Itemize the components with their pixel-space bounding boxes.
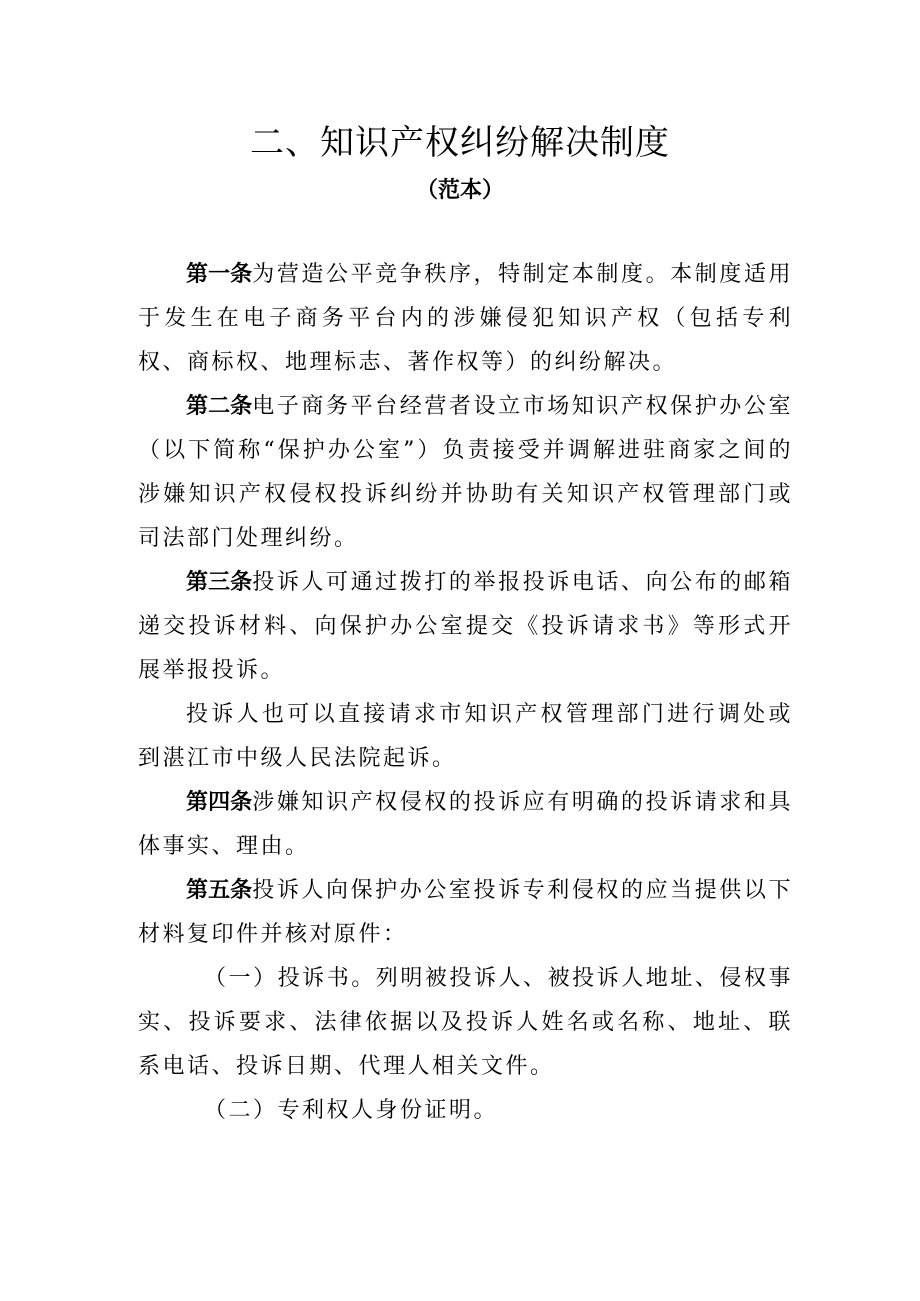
- article-head: 第二条: [186, 394, 253, 419]
- article-text: 投诉人可通过拨打的举报投诉电话、向公布的邮箱递交投诉材料、向保护办公室提交《投诉请求书》等形式开展举报投诉。: [138, 570, 793, 683]
- document-title: 二、知识产权纠纷解决制度: [250, 123, 670, 163]
- article-5: [138, 869, 793, 957]
- article-2: [138, 385, 793, 561]
- article-4: [138, 781, 793, 869]
- list-item: （二）专利权人身份证明。: [204, 1098, 499, 1123]
- article-head: 第五条: [186, 878, 253, 903]
- document-body: [138, 253, 793, 1133]
- article-text: 投诉人向保护办公室投诉专利侵权的应当提供以下材料复印件并核对原件：: [138, 878, 793, 947]
- document-subtitle: （范本）: [415, 178, 504, 203]
- article-3-continuation: [138, 693, 793, 781]
- article-text: 涉嫌知识产权侵权的投诉应有明确的投诉请求和具体事实、理由。: [138, 790, 793, 859]
- article-text: 为营造公平竞争秩序，特制定本制度。本制度适用于发生在电子商务平台内的涉嫌侵犯知识产权（包括专利权、商标权、地理标志、著作权等）的纠纷解决。: [138, 262, 793, 375]
- article-head: 第一条: [186, 262, 253, 287]
- article-text: 电子商务平台经营者设立市场知识产权保护办公室（以下简称“保护办公室”）负责接受并调解进驻商家之间的涉嫌知识产权侵权投诉纠纷并协助有关知识产权管理部门或司法部门处理纠纷。: [138, 394, 793, 551]
- article-head: 第三条: [186, 570, 253, 595]
- article-head: 第四条: [186, 790, 253, 815]
- article-text: 投诉人也可以直接请求市知识产权管理部门进行调处或到湛江市中级人民法院起诉。: [138, 702, 793, 771]
- article-3: [138, 561, 793, 693]
- list-item: （一）投诉书。列明被投诉人、被投诉人地址、侵权事实、投诉要求、法律依据以及投诉人姓名或名称、地址、联系电话、投诉日期、代理人相关文件。: [138, 966, 793, 1079]
- article-1: [138, 253, 793, 385]
